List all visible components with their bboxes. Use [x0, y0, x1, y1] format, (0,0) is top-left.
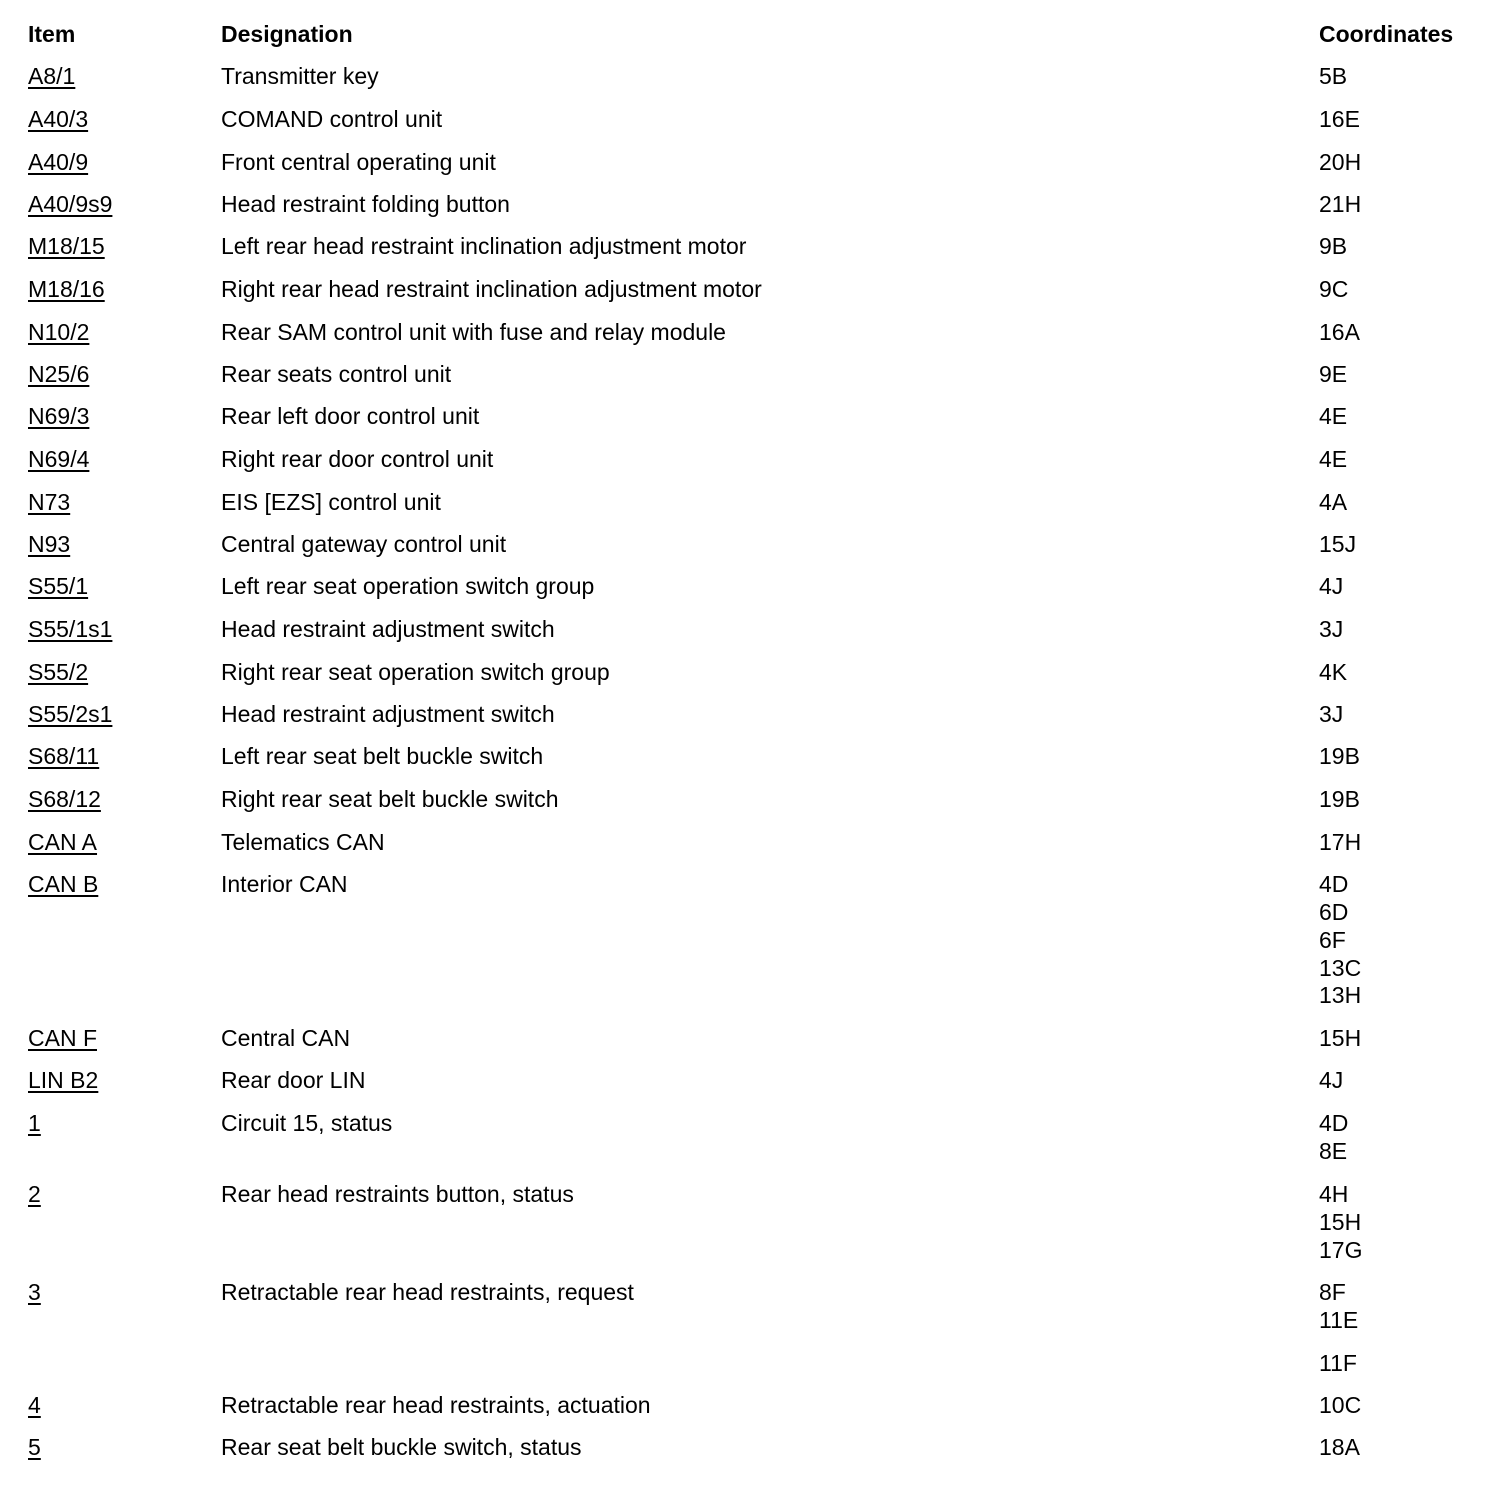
designation-text: Right rear head restraint inclination adjustment motor: [221, 276, 762, 302]
item-link[interactable]: S68/12: [28, 786, 101, 812]
item-link[interactable]: S55/1: [28, 573, 89, 599]
designation-text: Rear door LIN: [221, 1067, 366, 1093]
coordinate-value: 18A: [1319, 1434, 1360, 1460]
coordinate-value: 16A: [1319, 319, 1360, 345]
coordinate-value: 4E: [1319, 446, 1348, 472]
coordinate-value: 19B: [1319, 743, 1360, 769]
header-designation: Designation: [221, 21, 353, 47]
designation-text: Head restraint adjustment switch: [221, 701, 555, 727]
coordinate-value: 20H: [1319, 149, 1362, 175]
coordinate-value: 3J: [1319, 616, 1344, 642]
designation-text: Left rear seat belt buckle switch: [221, 743, 544, 769]
designation-text: Left rear head restraint inclination adjustment motor: [221, 233, 747, 259]
designation-text: EIS [EZS] control unit: [221, 489, 441, 515]
designation-text: Rear seats control unit: [221, 361, 452, 387]
coordinate-value: 8F: [1319, 1279, 1346, 1305]
header-item: Item: [28, 21, 76, 47]
item-link[interactable]: M18/15: [28, 233, 105, 259]
coordinate-value: 4D: [1319, 1110, 1349, 1136]
item-link[interactable]: CAN B: [28, 871, 99, 897]
coordinate-value: 17G: [1319, 1237, 1363, 1263]
designation-text: Retractable rear head restraints, request: [221, 1279, 634, 1305]
item-link[interactable]: 3: [28, 1279, 41, 1305]
item-link[interactable]: N25/6: [28, 361, 90, 387]
coordinate-value: 11F: [1319, 1350, 1357, 1376]
item-link[interactable]: N10/2: [28, 319, 90, 345]
coordinate-value: 5B: [1319, 63, 1348, 89]
designation-text: COMAND control unit: [221, 106, 443, 132]
item-link[interactable]: M18/16: [28, 276, 105, 302]
coordinate-value: 3J: [1319, 701, 1344, 727]
designation-text: Right rear seat belt buckle switch: [221, 786, 559, 812]
coordinate-value: 10C: [1319, 1392, 1362, 1418]
item-link[interactable]: N69/3: [28, 403, 90, 429]
designation-text: Interior CAN: [221, 871, 348, 897]
item-link[interactable]: N73: [28, 489, 71, 515]
coordinate-value: 9C: [1319, 276, 1349, 302]
coordinate-value: 15J: [1319, 531, 1357, 557]
coordinate-value: 19B: [1319, 786, 1360, 812]
designation-text: Retractable rear head restraints, actuation: [221, 1392, 651, 1418]
coordinate-value: 4K: [1319, 659, 1348, 685]
coordinate-value: 13H: [1319, 982, 1362, 1008]
coordinate-value: 4E: [1319, 403, 1348, 429]
coordinate-value: 17H: [1319, 829, 1362, 855]
designation-text: Left rear seat operation switch group: [221, 573, 595, 599]
designation-text: Right rear door control unit: [221, 446, 494, 472]
designation-text: Right rear seat operation switch group: [221, 659, 610, 685]
designation-text: Rear left door control unit: [221, 403, 480, 429]
designation-text: Central gateway control unit: [221, 531, 507, 557]
item-link[interactable]: A40/3: [28, 106, 89, 132]
designation-text: Head restraint adjustment switch: [221, 616, 555, 642]
item-link[interactable]: S55/2: [28, 659, 89, 685]
item-link[interactable]: S55/2s1: [28, 701, 113, 727]
coordinate-value: 21H: [1319, 191, 1362, 217]
item-link[interactable]: N69/4: [28, 446, 90, 472]
coordinate-value: 4D: [1319, 871, 1349, 897]
item-link[interactable]: N93: [28, 531, 71, 557]
item-link[interactable]: CAN F: [28, 1025, 97, 1051]
item-link[interactable]: S68/11: [28, 743, 100, 769]
designation-text: Head restraint folding button: [221, 191, 510, 217]
coordinate-value: 13C: [1319, 955, 1362, 981]
item-link[interactable]: A40/9s9: [28, 191, 113, 217]
coordinate-value: 11E: [1319, 1307, 1359, 1333]
item-link[interactable]: S55/1s1: [28, 616, 113, 642]
designation-text: Central CAN: [221, 1025, 351, 1051]
item-link[interactable]: LIN B2: [28, 1067, 99, 1093]
designation-text: Rear head restraints button, status: [221, 1181, 574, 1207]
coordinate-value: 4A: [1319, 489, 1348, 515]
coordinate-value: 4H: [1319, 1181, 1349, 1207]
item-link[interactable]: A8/1: [28, 63, 76, 89]
item-link[interactable]: A40/9: [28, 149, 89, 175]
designation-text: Rear SAM control unit with fuse and relay module: [221, 319, 726, 345]
coordinate-value: 15H: [1319, 1025, 1362, 1051]
coordinate-value: 6F: [1319, 927, 1346, 953]
item-link[interactable]: 5: [28, 1434, 41, 1460]
coordinate-value: 4J: [1319, 573, 1344, 599]
item-link[interactable]: 4: [28, 1392, 41, 1418]
designation-text: Telematics CAN: [221, 829, 385, 855]
designation-text: Transmitter key: [221, 63, 379, 89]
coordinate-value: 9E: [1319, 361, 1348, 387]
designation-text: Circuit 15, status: [221, 1110, 393, 1136]
coordinate-value: 15H: [1319, 1209, 1362, 1235]
coordinate-value: 8E: [1319, 1138, 1348, 1164]
designation-text: Front central operating unit: [221, 149, 496, 175]
coordinate-value: 6D: [1319, 899, 1349, 925]
designation-text: Rear seat belt buckle switch, status: [221, 1434, 582, 1460]
item-link[interactable]: CAN A: [28, 829, 98, 855]
coordinate-value: 4J: [1319, 1067, 1344, 1093]
coordinate-value: 9B: [1319, 233, 1348, 259]
coordinate-value: 16E: [1319, 106, 1360, 132]
item-link[interactable]: 2: [28, 1181, 41, 1207]
header-coordinates: Coordinates: [1319, 21, 1454, 47]
item-link[interactable]: 1: [28, 1110, 41, 1136]
